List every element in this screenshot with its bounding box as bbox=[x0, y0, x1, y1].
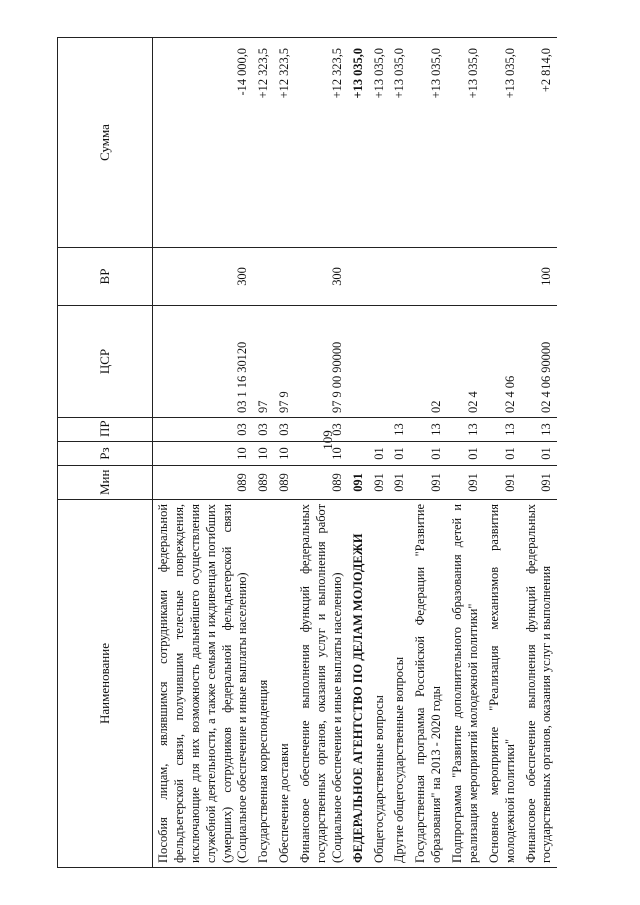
cell-name: Подпрограмма "Развитие дополнительного образования детей и реализация мероприятий молодежной политики" bbox=[447, 500, 484, 868]
cell-name: Финансовое обеспечение выполнения функций федеральных государственных органов, оказания услуг и выполнения работ (Социальное обеспечение и иные выплаты населению) bbox=[295, 500, 348, 868]
cell-rz: 10 bbox=[295, 442, 348, 466]
cell-rz: 01 bbox=[447, 442, 484, 466]
cell-pr: 13 bbox=[389, 418, 410, 442]
cell-min: 091 bbox=[521, 466, 558, 500]
cell-pr bbox=[348, 418, 369, 442]
cell-pr: 13 bbox=[447, 418, 484, 442]
cell-vr bbox=[348, 248, 369, 306]
cell-min: 089 bbox=[295, 466, 348, 500]
cell-vr bbox=[274, 248, 295, 306]
cell-rz: 10 bbox=[153, 442, 254, 466]
cell-pr: 03 bbox=[253, 418, 274, 442]
cell-csr: 02 4 bbox=[447, 306, 484, 418]
table-row bbox=[484, 38, 521, 868]
cell-min: 091 bbox=[447, 466, 484, 500]
header-pr: ПР bbox=[58, 418, 153, 442]
cell-sum: +13 035,0 bbox=[389, 38, 410, 248]
cell-min: 089 bbox=[274, 466, 295, 500]
cell-rz: 01 bbox=[410, 442, 447, 466]
cell-csr: 97 bbox=[253, 306, 274, 418]
cell-csr bbox=[369, 306, 390, 418]
cell-min: 091 bbox=[410, 466, 447, 500]
cell-name: Обеспечение доставки bbox=[274, 500, 295, 868]
table-row bbox=[410, 38, 447, 868]
cell-name: Общегосударственные вопросы bbox=[369, 500, 390, 868]
cell-rz: 01 bbox=[484, 442, 521, 466]
cell-min: 089 bbox=[153, 466, 254, 500]
cell-sum: +13 035,0 bbox=[369, 38, 390, 248]
cell-csr: 97 9 bbox=[274, 306, 295, 418]
cell-name: ФЕДЕРАЛЬНОЕ АГЕНТСТВО ПО ДЕЛАМ МОЛОДЕЖИ bbox=[348, 500, 369, 868]
table-row bbox=[348, 38, 369, 868]
table-row bbox=[447, 38, 484, 868]
table-row bbox=[389, 38, 410, 868]
cell-vr bbox=[389, 248, 410, 306]
cell-min: 091 bbox=[369, 466, 390, 500]
cell-rz: 01 bbox=[369, 442, 390, 466]
cell-vr bbox=[484, 248, 521, 306]
cell-csr: 02 4 06 90000 bbox=[521, 306, 558, 418]
table-row bbox=[274, 38, 295, 868]
cell-csr bbox=[389, 306, 410, 418]
cell-vr: 300 bbox=[295, 248, 348, 306]
cell-name: Пособия лицам, являвшимся сотрудниками федеральной фельдъегерской связи, получившим телесные повреждения, исключающие для них возможность дальнейшего осуществления служебной деятельности, а также семьям и иждивенцам погибших (умерших) сотрудников федеральной фельдъегерской связи (Социальное обеспечение и иные выплаты населению) bbox=[153, 500, 254, 868]
cell-vr: 100 bbox=[521, 248, 558, 306]
cell-rz: 01 bbox=[389, 442, 410, 466]
cell-vr bbox=[369, 248, 390, 306]
cell-sum: +13 035,0 bbox=[348, 38, 369, 248]
cell-name: Другие общегосударственные вопросы bbox=[389, 500, 410, 868]
cell-csr bbox=[348, 306, 369, 418]
table-row bbox=[295, 38, 348, 868]
header-sum: Сумма bbox=[58, 38, 153, 248]
budget-table bbox=[57, 37, 557, 868]
header-min: Мин bbox=[58, 466, 153, 500]
cell-sum: +12 323,5 bbox=[295, 38, 348, 248]
cell-pr: 13 bbox=[521, 418, 558, 442]
cell-sum: +12 323,5 bbox=[274, 38, 295, 248]
cell-name: Финансовое обеспечение выполнения функций федеральных государственных органов, оказания услуг и выполнения bbox=[521, 500, 558, 868]
cell-min: 091 bbox=[348, 466, 369, 500]
cell-pr: 03 bbox=[274, 418, 295, 442]
cell-sum: +2 814,0 bbox=[521, 38, 558, 248]
cell-vr bbox=[410, 248, 447, 306]
cell-rz: 10 bbox=[274, 442, 295, 466]
cell-sum: +13 035,0 bbox=[410, 38, 447, 248]
header-row bbox=[58, 38, 153, 868]
cell-sum: +12 323,5 bbox=[253, 38, 274, 248]
cell-csr: 03 1 16 30120 bbox=[153, 306, 254, 418]
cell-sum: -14 000,0 bbox=[153, 38, 254, 248]
cell-sum: +13 035,0 bbox=[484, 38, 521, 248]
rotated-page bbox=[57, 38, 582, 868]
cell-min: 091 bbox=[389, 466, 410, 500]
header-vr: ВР bbox=[58, 248, 153, 306]
table-row bbox=[369, 38, 390, 868]
cell-name: Государственная корреспонденция bbox=[253, 500, 274, 868]
table-body bbox=[153, 38, 558, 868]
cell-rz: 10 bbox=[253, 442, 274, 466]
cell-rz bbox=[348, 442, 369, 466]
cell-pr: 03 bbox=[153, 418, 254, 442]
cell-pr bbox=[369, 418, 390, 442]
cell-pr: 03 bbox=[295, 418, 348, 442]
cell-vr bbox=[447, 248, 484, 306]
header-rz: Рз bbox=[58, 442, 153, 466]
table-row bbox=[253, 38, 274, 868]
cell-min: 091 bbox=[484, 466, 521, 500]
cell-name: Государственная программа Российской Федерации "Развитие образования" на 2013 - 2020 годы bbox=[410, 500, 447, 868]
cell-csr: 02 bbox=[410, 306, 447, 418]
table-row bbox=[153, 38, 254, 868]
cell-pr: 13 bbox=[410, 418, 447, 442]
cell-pr: 13 bbox=[484, 418, 521, 442]
cell-min: 089 bbox=[253, 466, 274, 500]
header-csr: ЦСР bbox=[58, 306, 153, 418]
cell-vr bbox=[253, 248, 274, 306]
table-row bbox=[521, 38, 558, 868]
header-name: Наименование bbox=[58, 500, 153, 868]
cell-name: Основное мероприятие "Реализация механизмов развития молодежной политики" bbox=[484, 500, 521, 868]
cell-vr: 300 bbox=[153, 248, 254, 306]
page-number: 109 bbox=[320, 430, 335, 450]
cell-rz: 01 bbox=[521, 442, 558, 466]
cell-sum: +13 035,0 bbox=[447, 38, 484, 248]
cell-csr: 02 4 06 bbox=[484, 306, 521, 418]
cell-csr: 97 9 00 90000 bbox=[295, 306, 348, 418]
